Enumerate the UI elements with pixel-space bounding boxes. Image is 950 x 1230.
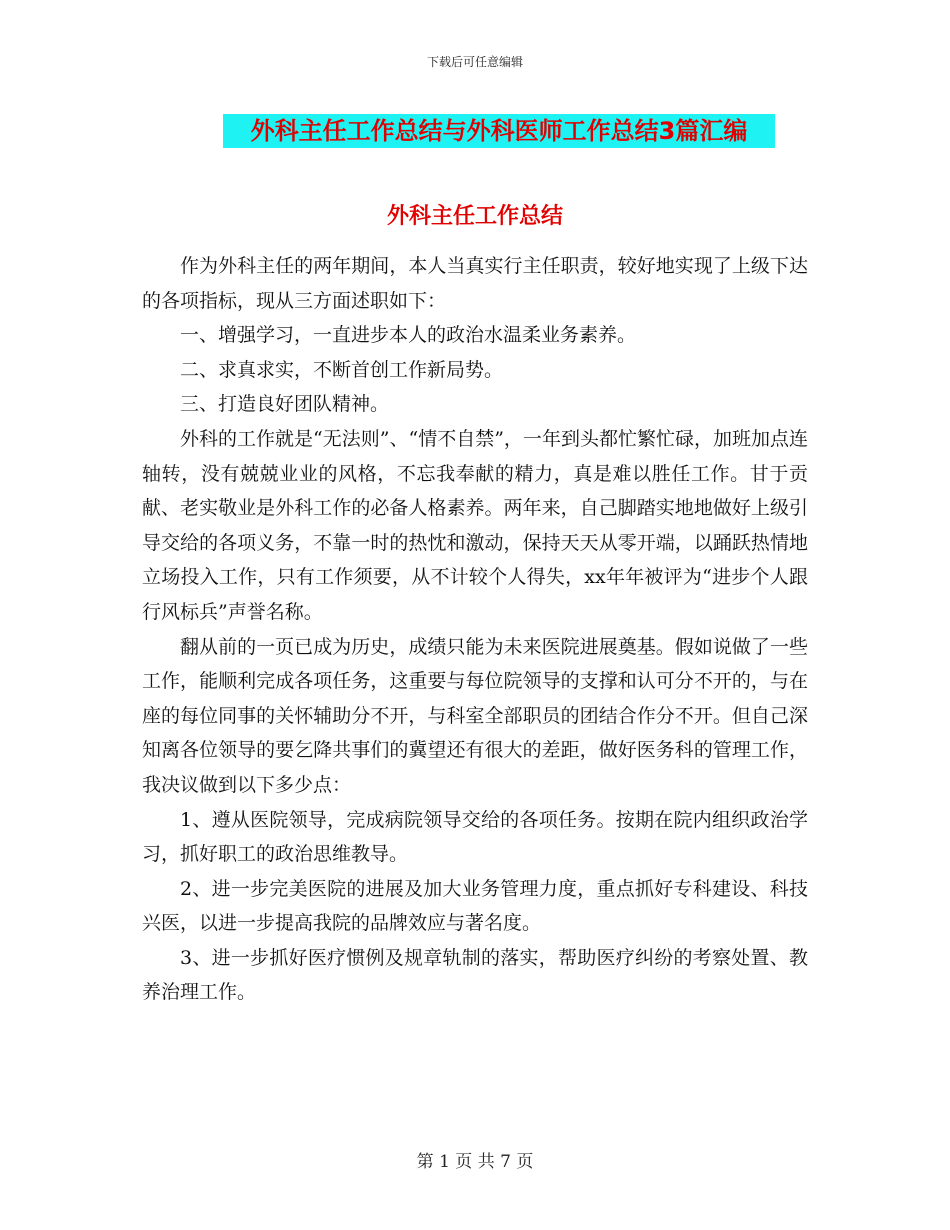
paragraph: 1、遵从医院领导，完成病院领导交给的各项任务。按期在院内组织政治学习，抓好职工的政治思维教导。 [142,808,808,866]
paragraph: 一、增强学习，一直进步本人的政治水温柔业务素养。 [180,324,637,347]
section-title: 外科主任工作总结 [386,204,563,229]
paragraph: 3、进一步抓好医疗惯例及规章轨制的落实，帮助医疗纠纷的考察处置、教养治理工作。 [142,946,808,1004]
paragraph: 2、进一步完美医院的进展及加大业务管理力度，重点抓好专科建设、科技兴医，以进一步提高我院的品牌效应与著名度。 [142,877,808,935]
main-title-highlight [223,114,775,148]
page-indicator: 第 1 页 共 7 页 [416,1152,534,1172]
paragraph: 二、求真求实，不断首创工作新局势。 [180,358,504,381]
header-note: 下载后可任意编辑 [426,55,523,69]
paragraph: 外科的工作就是“无法则”、“情不自禁”，一年到头都忙繁忙碌，加班加点连轴转，没有兢兢业业的风格，不忘我奉献的精力，真是难以胜任工作。甘于贡献、老实敬业是外科工作的必备人格素养。两年来，自己脚踏实地地做好上级引导交给的各项义务，不靠一时的热忱和激动，保持天天从零开端，以踊跃热情地立场投入工作，只有工作须要，从不计较个人得失，xx年年被评为“进步个人跟行风标兵”声誉名称。 [142,427,808,623]
paragraph: 翻从前的一页已成为历史，成绩只能为未来医院进展奠基。假如说做了一些工作，能顺利完成各项任务，这重要与每位院领导的支撑和认可分不开的，与在座的每位同事的关怀辅助分不开，与科室全部职员的团结合作分不开。但自己深知离各位领导的要乞降共事们的冀望还有很大的差距，做好医务科的管理工作，我决议做到以下多少点： [142,635,808,796]
paragraph: 作为外科主任的两年期间，本人当真实行主任职责，较好地实现了上级下达的各项指标，现从三方面述职如下： [142,255,808,312]
paragraph: 三、打造良好团队精神。 [180,393,390,416]
document-body [142,249,808,1010]
document-title: 外科主任工作总结与外科医师工作总结3篇汇编 [250,117,748,145]
